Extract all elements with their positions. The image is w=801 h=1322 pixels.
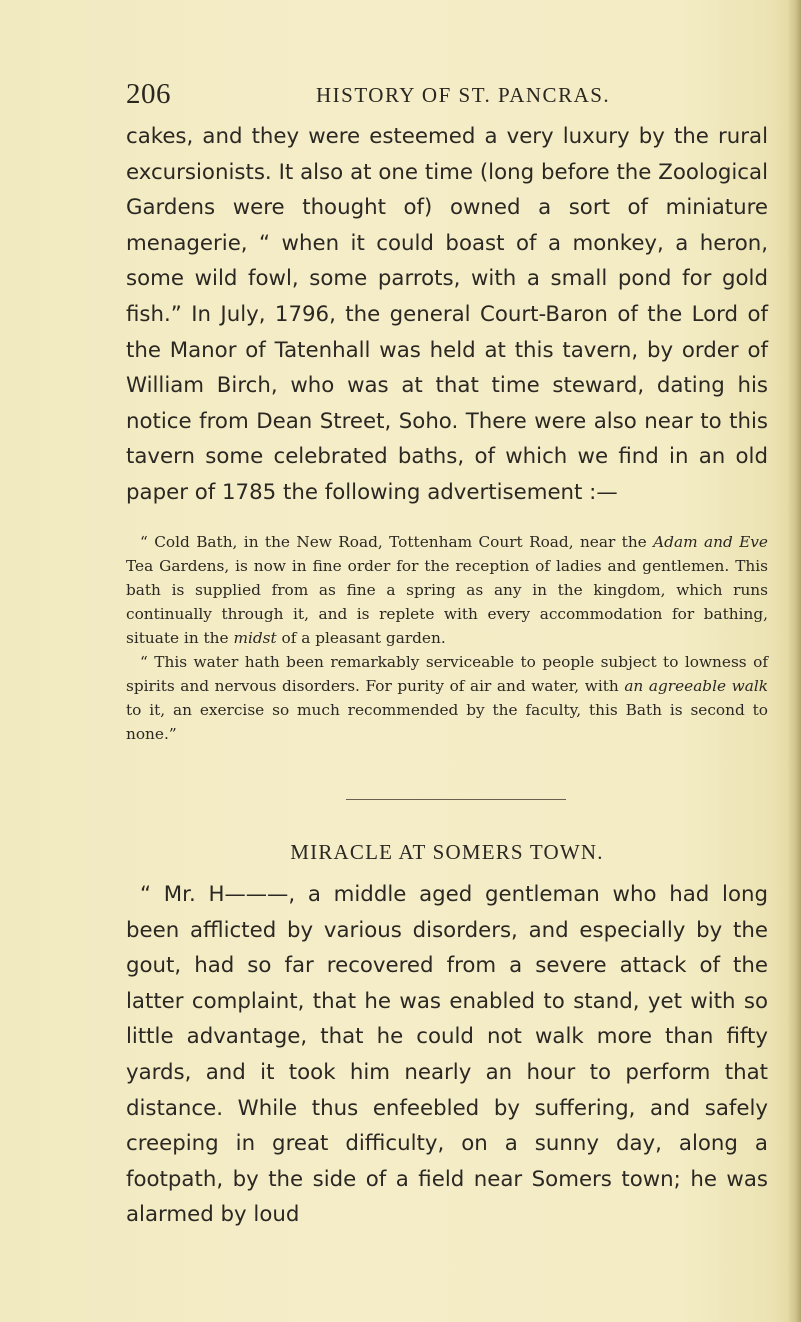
advertisement-quote — [126, 530, 768, 746]
quote-text: of a pleasant garden. — [276, 629, 446, 647]
page-edge-shadow — [787, 0, 801, 1322]
paragraph-text: “ Mr. H———, a middle aged gentleman who had long been afflicted by various disorders, and especially by the gout, had so far recovered from a severe attack of the latter complaint, that he was enabled to stand, yet with so little advantage, that he could not walk more than fifty yards, and it took him nearly an hour to perform that distance. While thus enfeebled by suffering, and safely creeping in great difficulty, on a sunny day, along a footpath, by the side of a field near Somers town; he was alarmed by loud — [126, 882, 768, 1228]
page-header — [126, 78, 756, 118]
quote-text: Tea Gardens, is now in fine order for the reception of ladies and gentlemen. This bath is supplied from as fine a spring as any in the kingdom, which runs continually through it, and is replete with every accommodation for bathing, situate in the — [126, 557, 768, 647]
running-title: HISTORY OF ST. PANCRAS. — [316, 83, 611, 107]
quote-paragraph-2 — [126, 650, 768, 746]
quote-paragraph-1 — [126, 530, 768, 650]
section-heading: MIRACLE AT SOMERS TOWN. — [290, 840, 604, 864]
section-divider — [346, 799, 566, 800]
body-paragraph-2 — [126, 877, 768, 1233]
page-number: 206 — [126, 78, 171, 110]
quote-text: “ This water hath been remarkably serviceable to people subject to lowness of spirits and nervous disorders. For purity of air and water, with — [126, 653, 768, 695]
quote-italic-adam-and-eve: Adam and Eve — [653, 533, 768, 551]
paragraph-text: cakes, and they were esteemed a very luxury by the rural excursionists. It also at one time (long before the Zoological Gardens were thought of) owned a sort of miniature menagerie, “ when it could boast of a monkey, a heron, some wild fowl, some parrots, with a small pond for gold fish.” In July, 1796, the general Court-Baron of the Lord of the Manor of Tatenhall was held at this tavern, by order of William Birch, who was at that time steward, dating his notice from Dean Street, Soho. There were also near to this tavern some celebrated baths, of which we find in an old paper of 1785 the following advertisement :— — [126, 124, 768, 505]
quote-text: “ Cold Bath, in the New Road, Tottenham Court Road, near the — [140, 533, 654, 551]
body-paragraph-1 — [126, 119, 768, 511]
quote-italic-agreeable-walk: an agreeable walk — [624, 677, 768, 695]
quote-text: to it, an exercise so much recommended by the faculty, this Bath is second to none.” — [126, 701, 768, 743]
quote-italic-midst: midst — [233, 629, 277, 647]
